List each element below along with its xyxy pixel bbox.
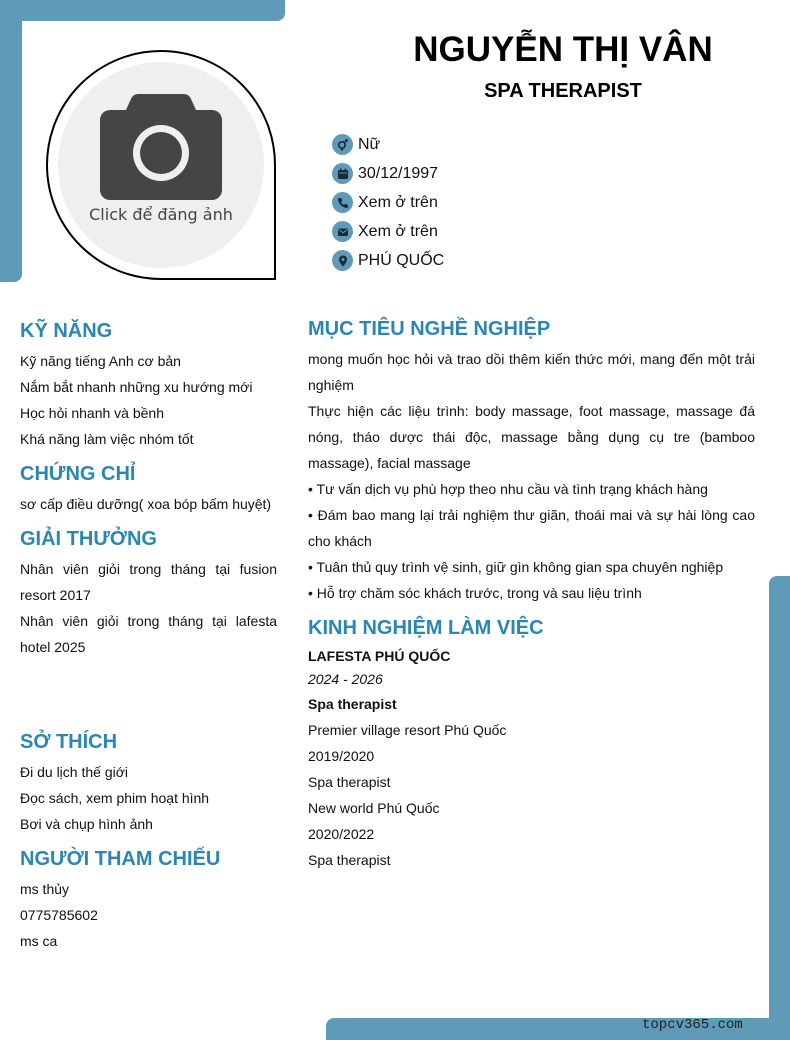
experience-line: Spa therapist	[308, 774, 391, 790]
section-experience	[308, 615, 755, 873]
camera-icon	[100, 94, 222, 200]
contact-location-value: PHÚ QUỐC	[358, 251, 445, 269]
experience-line: 2019/2020	[308, 748, 375, 764]
section-awards	[20, 526, 277, 660]
objective-item: • Tuân thủ quy trình vệ sinh, giữ gìn không gian spa chuyên nghiệp	[308, 559, 724, 575]
photo-upload[interactable]	[46, 50, 276, 280]
contact-phone-value: Xem ở trên	[358, 193, 438, 211]
photo-placeholder[interactable]	[58, 62, 264, 268]
section-objective	[308, 316, 755, 606]
contact-phone	[332, 188, 444, 217]
reference-item: ms ca	[20, 933, 58, 949]
experience-period: 2024 - 2026	[308, 671, 383, 687]
section-references	[20, 846, 277, 954]
objective-item: • Tư vấn dịch vụ phù hợp theo nhu cầu và tình trạng khách hàng	[308, 481, 708, 497]
candidate-name: NGUYỄN THỊ VÂN	[413, 30, 713, 69]
calendar-icon	[332, 163, 353, 184]
skill-item: Kỹ năng tiếng Anh cơ bản	[20, 353, 181, 369]
experience-line: New world Phú Quốc	[308, 800, 440, 816]
award-item: Nhân viên giỏi trong tháng tại lafesta hotel 2025	[20, 613, 277, 655]
section-certificates	[20, 461, 277, 517]
skill-item: Nắm bắt nhanh những xu hướng mới	[20, 379, 253, 395]
phone-icon	[332, 192, 353, 213]
photo-upload-label: Click để đăng ảnh	[89, 205, 233, 224]
decor-bar-right	[769, 576, 790, 1040]
contact-birthdate-value: 30/12/1997	[358, 164, 439, 182]
objective-heading: MỤC TIÊU NGHỀ NGHIỆP	[308, 318, 551, 340]
contact-location	[332, 246, 444, 275]
objective-item: • Hỗ trợ chăm sóc khách trước, trong và sau liệu trình	[308, 585, 642, 601]
left-column	[20, 318, 277, 954]
right-column	[308, 316, 755, 873]
email-icon	[332, 221, 353, 242]
section-skills	[20, 318, 277, 452]
watermark: topcv365.com	[642, 1017, 743, 1033]
hobby-item: Đọc sách, xem phim hoạt hình	[20, 790, 210, 806]
hobbies-heading: SỞ THÍCH	[20, 731, 118, 753]
job-title: SPA THERAPIST	[484, 80, 642, 102]
experience-line: Premier village resort Phú Quốc	[308, 722, 507, 738]
awards-heading: GIẢI THƯỞNG	[20, 528, 157, 550]
contact-gender	[332, 130, 444, 159]
experience-company: LAFESTA PHÚ QUỐC	[308, 648, 451, 664]
decor-bar-top	[0, 0, 285, 21]
skills-heading: KỸ NĂNG	[20, 320, 113, 342]
hobby-item: Đi du lịch thế giới	[20, 764, 129, 780]
location-icon	[332, 250, 353, 271]
skill-item: Học hỏi nhanh và bềnh	[20, 405, 164, 421]
objective-item: • Đám bao mang lại trải nghiệm thư giãn, thoái mai và sự hài lòng cao cho khách	[308, 507, 755, 549]
contact-list	[332, 130, 444, 275]
objective-item: mong muốn học hỏi và trao dồi thêm kiến thức mới, mang đến một trải nghiệm	[308, 351, 755, 393]
gender-icon	[332, 134, 353, 155]
contact-email-value: Xem ở trên	[358, 222, 438, 240]
decor-bar-left	[0, 0, 22, 282]
references-heading: NGƯỜI THAM CHIẾU	[20, 848, 221, 870]
contact-gender-value: Nữ	[358, 135, 381, 153]
hobby-item: Bơi và chụp hình ảnh	[20, 816, 153, 832]
contact-birthdate	[332, 159, 444, 188]
contact-email	[332, 217, 444, 246]
skill-item: Khá năng làm việc nhóm tốt	[20, 431, 194, 447]
certificate-item: sơ cấp điều dưỡng( xoa bóp bấm huyệt)	[20, 496, 272, 512]
experience-line: Spa therapist	[308, 852, 391, 868]
objective-item: Thực hiện các liệu trình: body massage, foot massage, massage đá nóng, tháo dược thái độc, massage bằng dụng cụ tre (bamboo massage), facial massage	[308, 403, 755, 471]
experience-heading: KINH NGHIỆM LÀM VIỆC	[308, 617, 544, 639]
reference-item: ms thủy	[20, 881, 70, 897]
experience-role: Spa therapist	[308, 696, 397, 712]
certificates-heading: CHỨNG CHỈ	[20, 463, 136, 485]
experience-line: 2020/2022	[308, 826, 375, 842]
reference-item: 0775785602	[20, 907, 98, 923]
section-hobbies	[20, 729, 277, 837]
award-item: Nhân viên giỏi trong tháng tại fusion resort 2017	[20, 561, 277, 603]
